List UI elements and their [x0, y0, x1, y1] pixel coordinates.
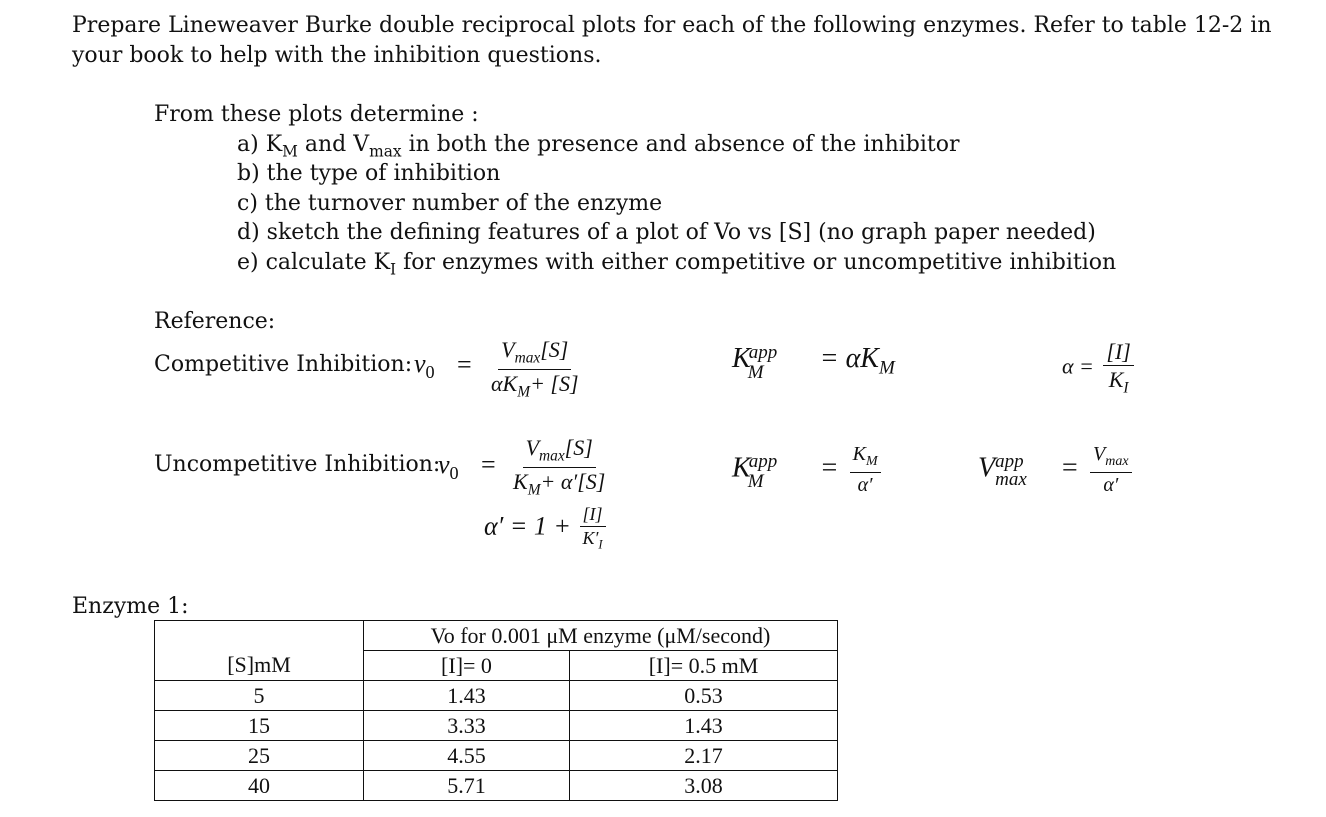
- list-item: b) the type of inhibition: [237, 161, 501, 186]
- table-row: [155, 771, 838, 801]
- table-cell: 1.43: [570, 711, 838, 741]
- table-cell: 3.08: [570, 771, 838, 801]
- table-cell: 2.17: [570, 741, 838, 771]
- table-cell: 5.71: [364, 771, 570, 801]
- table-cell: 0.53: [570, 681, 838, 711]
- determine-heading: From these plots determine :: [154, 102, 479, 127]
- list-item: d) sketch the defining features of a plot of Vo vs [S] (no graph paper needed): [237, 220, 1096, 245]
- uncompetitive-kapp-formula: K app M = $\frac{K_M}{\alpha'}$: [732, 444, 881, 496]
- table-row: [155, 711, 838, 741]
- reference-label: Reference:: [154, 309, 276, 334]
- competitive-v0: $v_0$: [414, 349, 435, 383]
- column-header: [S]mM: [155, 651, 364, 681]
- list-item: e) calculate $K_I$ for enzymes with either competitive or uncompetitive inhibition: [237, 250, 1117, 279]
- table-cell: 1.43: [364, 681, 570, 711]
- competitive-kapp-formula: K app M = $\alpha K_M$: [732, 342, 895, 383]
- table-title: Vo for 0.001 μM enzyme (μM/second): [364, 621, 838, 651]
- list-marker: d): [237, 220, 260, 245]
- list-marker: a): [237, 132, 259, 157]
- intro-line-2: your book to help with the inhibition questions.: [72, 43, 602, 68]
- column-header: [I]= 0.5 mM: [570, 651, 838, 681]
- column-header: [I]= 0: [364, 651, 570, 681]
- competitive-alpha-formula: α = $\frac{[I]}{K_I}$: [1062, 340, 1134, 397]
- uncompetitive-equals: =: [481, 450, 496, 479]
- enzyme-label: Enzyme 1:: [72, 594, 189, 619]
- uncompetitive-vapp-formula: V app max = $\frac{V_{max}}{\alpha'}$: [978, 444, 1132, 496]
- list-marker: b): [237, 161, 260, 186]
- table-cell: 15: [155, 711, 364, 741]
- table-cell: 4.55: [364, 741, 570, 771]
- intro-line-1: Prepare Lineweaver Burke double reciprocal plots for each of the following enzymes. Refer to table 12-2 in: [72, 13, 1272, 38]
- table-header-row: [155, 651, 838, 681]
- competitive-equals: =: [457, 350, 472, 379]
- uncompetitive-label: Uncompetitive Inhibition:: [154, 452, 441, 477]
- table-cell: 3.33: [364, 711, 570, 741]
- competitive-label: Competitive Inhibition:: [154, 352, 413, 377]
- list-item: c) the turnover number of the enzyme: [237, 191, 663, 216]
- uncompetitive-rate-fraction: $\frac{V_{max}[S]}{K_M+ \alpha'[S]}$: [513, 435, 606, 498]
- list-item: a) $K_M$ and $V_{max}$ in both the presence and absence of the inhibitor: [237, 132, 960, 161]
- table-cell: 40: [155, 771, 364, 801]
- list-marker: c): [237, 191, 258, 216]
- uncompetitive-v0: $v_0$: [438, 450, 459, 484]
- enzyme-data-table: [154, 620, 838, 801]
- competitive-rate-fraction: $\frac{V_{max}[S]}{\alpha K_M+ [S]}$: [491, 337, 579, 400]
- list-marker: e): [237, 250, 259, 275]
- table-row: [155, 681, 838, 711]
- uncompetitive-alpha-prime-formula: α′ = 1 + $\frac{[I]}{K'_I}$: [484, 505, 606, 552]
- table-row: [155, 741, 838, 771]
- table-title-row: [155, 621, 838, 651]
- table-cell: 25: [155, 741, 364, 771]
- table-cell: 5: [155, 681, 364, 711]
